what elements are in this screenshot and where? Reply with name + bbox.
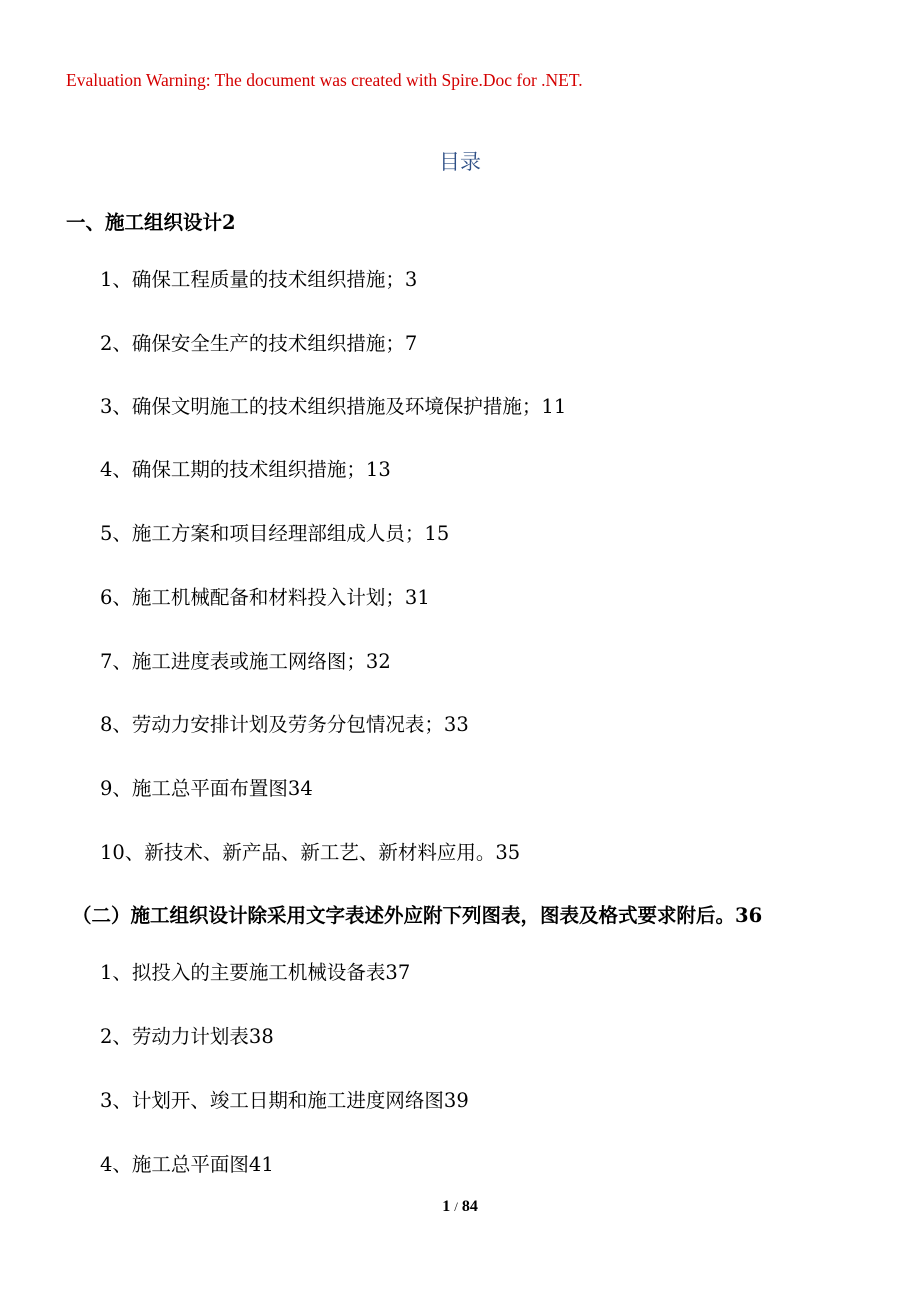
toc-entry-1-5[interactable]: 5、施工方案和项目经理部组成人员；15 [100, 522, 450, 545]
toc-entry-1-6[interactable]: 6、施工机械配备和材料投入计划；31 [100, 586, 430, 609]
page-separator: / [454, 1199, 458, 1214]
toc-entry-1-3[interactable]: 3、确保文明施工的技术组织措施及环境保护措施；11 [100, 395, 567, 418]
toc-entry-2-1[interactable]: 1、拟投入的主要施工机械设备表37 [100, 961, 411, 984]
toc-entry-1-1[interactable]: 1、确保工程质量的技术组织措施；3 [100, 268, 418, 291]
toc-entry-2-4[interactable]: 4、施工总平面图41 [100, 1153, 274, 1176]
toc-entry-1-9[interactable]: 9、施工总平面布置图34 [100, 777, 313, 800]
page-number [0, 1198, 920, 1216]
toc-title: 目录 [439, 150, 481, 174]
toc-entry-section-1[interactable]: 一、施工组织设计2 [66, 211, 236, 234]
toc-entry-1-4[interactable]: 4、确保工期的技术组织措施；13 [100, 458, 391, 481]
toc-entry-1-7[interactable]: 7、施工进度表或施工网络图；32 [100, 650, 391, 673]
evaluation-warning: Evaluation Warning: The document was created with Spire.Doc for .NET. [66, 70, 583, 90]
toc-entry-2-2[interactable]: 2、劳动力计划表38 [100, 1025, 274, 1048]
page-total: 84 [461, 1198, 478, 1215]
toc-entry-section-2[interactable]: （二）施工组织设计除采用文字表述外应附下列图表，图表及格式要求附后。36 [72, 904, 763, 927]
toc-entry-2-3[interactable]: 3、计划开、竣工日期和施工进度网络图39 [100, 1089, 469, 1112]
toc-entry-1-2[interactable]: 2、确保安全生产的技术组织措施；7 [100, 332, 418, 355]
toc-entry-1-8[interactable]: 8、劳动力安排计划及劳务分包情况表；33 [100, 713, 469, 736]
toc-entry-1-10[interactable]: 10、新技术、新产品、新工艺、新材料应用。35 [100, 841, 521, 864]
page-current: 1 [442, 1198, 451, 1215]
